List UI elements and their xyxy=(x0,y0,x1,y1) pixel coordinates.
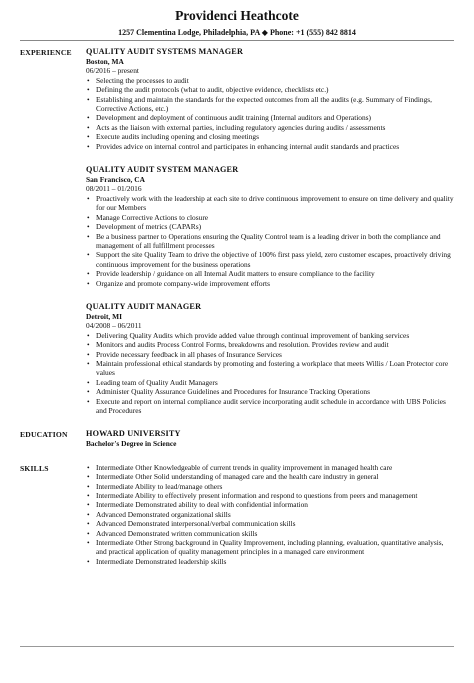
education-section xyxy=(20,429,454,462)
job-bullet: • Provides advice on internal control and participates in enhancing internal audit standards and practices xyxy=(86,142,454,151)
job-bullet: • Establishing and maintain the standards for the expected outcomes from all the audits (e.g. Summary of Findings, Corrective Actions, etc.) xyxy=(86,95,454,114)
skill-item: • Advanced Demonstrated organizational skills xyxy=(86,510,454,519)
job-title: QUALITY AUDIT SYSTEMS MANAGER xyxy=(86,47,244,56)
job-entry xyxy=(86,165,454,288)
skills-body xyxy=(86,463,454,566)
skill-item: • Intermediate Demonstrated ability to deal with confidential information xyxy=(86,500,454,509)
skill-item: • Intermediate Ability to lead/manage others xyxy=(86,482,454,491)
job-bullet: • Manage Corrective Actions to closure xyxy=(86,213,454,222)
skills-section xyxy=(20,463,454,566)
job-bullet: • Delivering Quality Audits which provide added value through continual improvement of banking services xyxy=(86,331,454,340)
job-bullet: • Development of metrics (CAPARs) xyxy=(86,222,454,231)
job-bullet: • Administer Quality Assurance Guidelines and Procedures for Insurance Tracking Operations xyxy=(86,387,454,396)
job-bullet: • Organize and promote company-wide improvement efforts xyxy=(86,279,454,288)
job-bullet: • Maintain professional ethical standards by promoting and fostering a workplace that meets Willis / Loan Protector core values xyxy=(86,359,454,378)
skill-item: • Intermediate Other Knowledgeable of current trends in quality improvement in managed health care xyxy=(86,463,454,472)
job-entry xyxy=(86,302,454,415)
job-bullet: • Be a business partner to Operations ensuring the Quality Control team is a leading driver in both the compliance and management of all fulfillment processes xyxy=(86,232,454,251)
job-bullet: • Support the site Quality Team to drive the objective of 100% first pass yield, zero customer escapes, proactively driving continuous improvement for the business operations xyxy=(86,250,454,269)
job-bullets xyxy=(86,331,454,416)
degree: Bachelor's Degree in Science xyxy=(86,439,177,449)
job-dates: 06/2016 – present xyxy=(86,66,139,76)
job-title: QUALITY AUDIT SYSTEM MANAGER xyxy=(86,165,239,175)
job-dates: 08/2011 – 01/2016 xyxy=(86,184,142,194)
header-divider xyxy=(20,40,454,41)
skill-item: • Intermediate Other Solid understanding of managed care and the health care industry in general xyxy=(86,472,454,481)
job-bullets xyxy=(86,194,454,288)
job-title: QUALITY AUDIT MANAGER xyxy=(86,301,202,311)
job-bullet: • Development and deployment of continuous audit training (Internal auditors and Operations) xyxy=(86,113,454,122)
job-bullet: • Provide necessary feedback in all phases of Insurance Services xyxy=(86,350,454,359)
job-bullets xyxy=(86,76,454,151)
footer-divider xyxy=(20,646,454,647)
education-entry xyxy=(86,429,454,448)
skill-item: • Intermediate Other Strong background in Quality Improvement, including planning, evaluation, quantitative analysis, and practical application of quality management principles in a managed care environment xyxy=(86,538,454,557)
skill-item: • Advanced Demonstrated interpersonal/verbal communication skills xyxy=(86,519,454,528)
job-bullet: • Proactively work with the leadership at each site to drive continuous improvement to ensure on time delivery and quality for our Members xyxy=(86,194,454,213)
candidate-name: Providenci Heathcote xyxy=(175,8,299,23)
job-bullet: • Acts as the liaison with external parties, including regulatory agencies during audits / assessments xyxy=(86,123,454,132)
job-bullet: • Provide leadership / guidance on all Internal Audit matters to ensure compliance to the facility xyxy=(86,269,454,278)
job-bullet: • Leading team of Quality Audit Managers xyxy=(86,378,454,387)
skill-item: • Intermediate Demonstrated leadership skills xyxy=(86,557,454,566)
job-bullet: • Selecting the processes to audit xyxy=(86,76,454,85)
contact-line: 1257 Clementina Lodge, Philadelphia, PA ◆ Phone: +1 (555) 842 8814 xyxy=(118,28,356,37)
skills-list xyxy=(86,463,454,566)
skills-heading: SKILLS xyxy=(20,463,49,473)
school-name: HOWARD UNIVERSITY xyxy=(86,429,181,439)
job-bullet: • Monitors and audits Process Control Forms, breakdowns and resolution. Provides review and audit xyxy=(86,340,454,349)
experience-heading: EXPERIENCE xyxy=(20,48,72,57)
job-bullet: • Execute and report on internal compliance audit service incorporating audit schedule in accordance with UBS Policies and Procedures xyxy=(86,397,454,416)
job-location: Detroit, MI xyxy=(86,311,122,321)
job-location: San Francisco, CA xyxy=(86,175,145,185)
job-bullet: • Execute audits including opening and closing meetings xyxy=(86,132,454,141)
job-location: Boston, MA xyxy=(86,57,124,66)
experience-list xyxy=(86,47,454,429)
skill-item: • Advanced Demonstrated written communication skills xyxy=(86,529,454,538)
skill-item: • Intermediate Ability to effectively present information and respond to questions from peers and management xyxy=(86,491,454,500)
experience-section xyxy=(20,47,454,429)
job-dates: 04/2008 – 06/2011 xyxy=(86,321,142,331)
education-heading: EDUCATION xyxy=(20,430,68,440)
job-bullet: • Defining the audit protocols (what to audit, objective evidence, checklists etc.) xyxy=(86,85,454,94)
job-entry xyxy=(86,47,454,151)
